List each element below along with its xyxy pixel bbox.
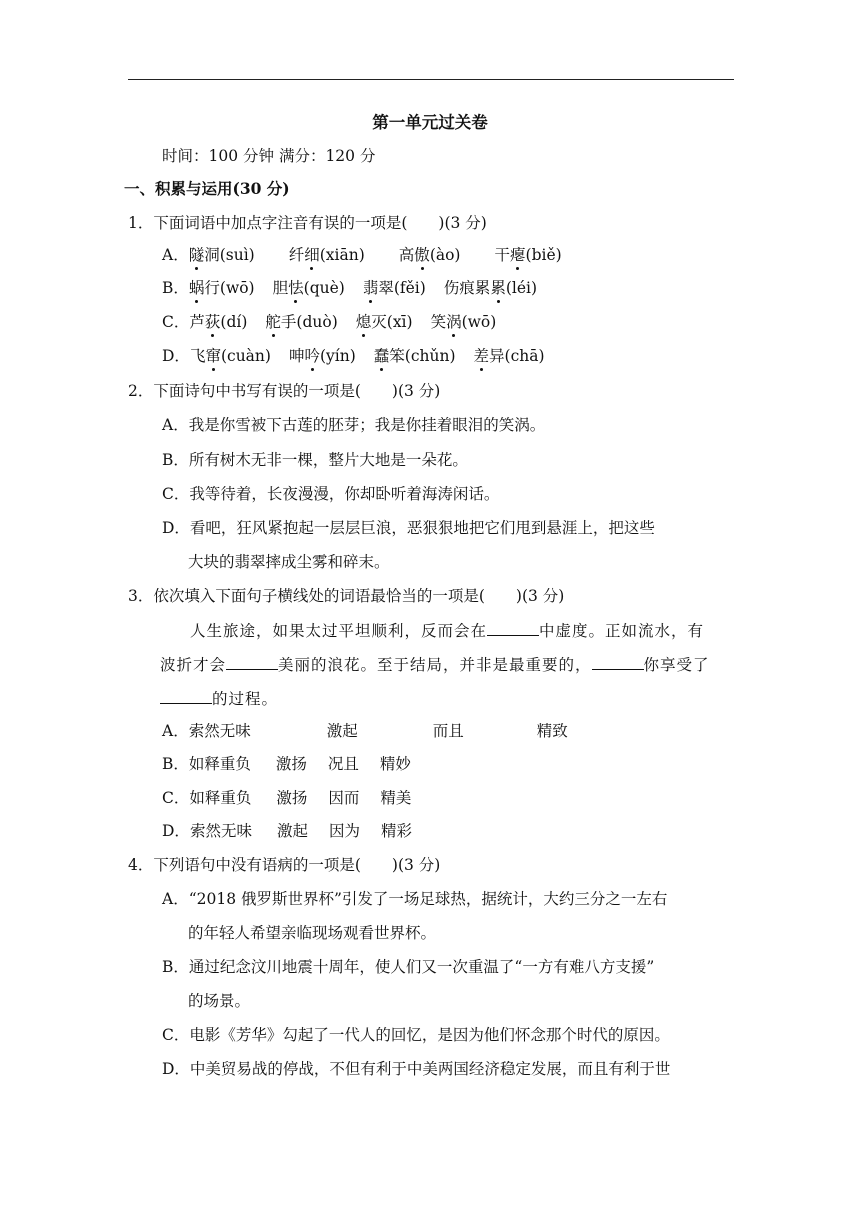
fill-blank xyxy=(592,655,644,670)
option-word: 精彩 xyxy=(380,822,412,840)
option-word: 差异(chā) xyxy=(473,347,545,365)
question-2-option-b: B．所有树木无非一棵，整片大地是一朵花。 xyxy=(162,451,468,469)
fill-blank xyxy=(160,689,212,704)
option-word: 索然无味 xyxy=(189,822,252,840)
option-word: 精美 xyxy=(380,789,412,807)
question-1-stem: 1．下面词语中加点字注音有误的一项是( )(3 分) xyxy=(128,214,487,232)
option-word: 况且 xyxy=(327,755,359,773)
passage-text: 的过程。 xyxy=(212,690,279,708)
option-label: C． xyxy=(162,789,190,807)
option-word: 飞窜(cuàn) xyxy=(189,347,271,365)
question-2-option-d-cont: 大块的翡翠摔成尘雾和碎末。 xyxy=(188,553,390,571)
question-2-stem: 2．下面诗句中书写有误的一项是( )(3 分) xyxy=(128,382,441,400)
question-2-option-c: C．我等待着，长夜漫漫，你却卧听着海涛闲话。 xyxy=(162,485,500,503)
question-3-option-b xyxy=(162,753,411,775)
option-label: C． xyxy=(162,313,190,331)
option-word: 笑涡(wō) xyxy=(430,313,497,331)
question-4-option-b-cont: 的场景。 xyxy=(188,992,251,1010)
question-1-option-c xyxy=(162,311,514,333)
question-4-option-d: D．中美贸易战的停战，不但有利于中美两国经济稳定发展，而且有利于世 xyxy=(162,1060,671,1078)
emphasis-dot-char: 涡 xyxy=(446,313,462,331)
question-4-option-a: A．“2018 俄罗斯世界杯”引发了一场足球热，据统计，大约三分之一左右 xyxy=(162,890,668,908)
question-3-option-a xyxy=(162,720,568,742)
emphasis-dot-char: 荻 xyxy=(204,313,221,331)
question-3-passage-line-1 xyxy=(190,620,704,642)
option-label: B． xyxy=(162,755,189,773)
question-3-option-c xyxy=(162,787,411,809)
option-word: 精妙 xyxy=(379,755,411,773)
option-word: 呻吟(yín) xyxy=(288,347,356,365)
question-4-option-c: C．电影《芳华》勾起了一代人的回忆，是因为他们怀念那个时代的原因。 xyxy=(162,1026,670,1044)
question-3-passage-line-2 xyxy=(160,654,710,676)
question-1-option-a xyxy=(162,244,596,266)
emphasis-dot-char: 翡 xyxy=(362,279,379,297)
option-word: 干瘪(biě) xyxy=(494,246,562,264)
option-word: 因而 xyxy=(328,789,360,807)
passage-text: 你享受了 xyxy=(643,656,710,674)
option-word: 索然无味 xyxy=(188,722,251,740)
option-label: D． xyxy=(162,822,190,840)
question-4-option-b: B．通过纪念汶川地震十周年，使人们又一次重温了“一方有难八方支援” xyxy=(162,958,655,976)
option-word: 蜗行(wō) xyxy=(188,279,255,297)
section-heading: 一、积累与运用(30 分) xyxy=(124,179,290,198)
option-word: 翡翠(fěi) xyxy=(362,279,426,297)
emphasis-dot-char: 怯 xyxy=(288,279,304,297)
option-word: 蠢笨(chǔn) xyxy=(373,347,456,365)
question-2-option-d: D．看吧，狂风紧抱起一层层巨浪，恶狠狠地把它们甩到悬涯上，把这些 xyxy=(162,519,655,537)
emphasis-dot-char: 舵 xyxy=(265,313,281,331)
page-title: 第一单元过关卷 xyxy=(372,113,488,132)
emphasis-dot-char: 蠢 xyxy=(373,347,390,365)
option-word: 如释重负 xyxy=(188,755,251,773)
passage-text: 波折才会 xyxy=(160,656,227,674)
option-word: 高傲(ào) xyxy=(398,246,461,264)
option-word: 激起 xyxy=(326,722,358,740)
option-word: 精致 xyxy=(536,722,568,740)
option-word: 纤细(xiān) xyxy=(288,246,365,264)
option-word: 熄灭(xī) xyxy=(355,313,413,331)
option-word: 芦荻(dí) xyxy=(189,313,248,331)
option-label: B． xyxy=(162,279,189,297)
option-word: 舵手(duò) xyxy=(265,313,338,331)
option-word: 隧洞(suì) xyxy=(188,246,255,264)
emphasis-dot-char: 蜗 xyxy=(188,279,205,297)
question-3-option-d xyxy=(162,820,412,842)
emphasis-dot-char: 隧 xyxy=(188,246,205,264)
question-3-passage-line-3 xyxy=(160,688,278,710)
top-rule xyxy=(128,79,734,80)
option-word: 胆怯(què) xyxy=(272,279,345,297)
question-1-option-b xyxy=(162,277,555,299)
emphasis-dot-char: 细 xyxy=(304,246,320,264)
option-word: 如释重负 xyxy=(189,789,252,807)
passage-text: 中虚度。正如流水，有 xyxy=(539,622,705,640)
option-word: 激扬 xyxy=(276,789,308,807)
question-2-option-a: A．我是你雪被下古莲的胚芽；我是你挂着眼泪的笑涡。 xyxy=(162,416,546,434)
fill-blank xyxy=(487,621,539,636)
exam-meta: 时间：100 分钟 满分：120 分 xyxy=(162,147,376,165)
fill-blank xyxy=(226,655,278,670)
emphasis-dot-char: 吟 xyxy=(304,347,320,365)
emphasis-dot-char: 窜 xyxy=(205,347,221,365)
option-label: A． xyxy=(162,246,189,264)
emphasis-dot-char: 累 xyxy=(490,279,506,297)
emphasis-dot-char: 熄 xyxy=(355,313,372,331)
option-label: A． xyxy=(162,722,189,740)
option-word: 激扬 xyxy=(275,755,307,773)
option-word: 而且 xyxy=(432,722,464,740)
option-word: 激起 xyxy=(276,822,308,840)
question-4-stem: 4．下列语句中没有语病的一项是( )(3 分) xyxy=(128,856,441,874)
question-1-option-d xyxy=(162,345,563,367)
emphasis-dot-char: 差 xyxy=(473,347,490,365)
question-3-stem: 3．依次填入下面句子横线处的词语最恰当的一项是( )(3 分) xyxy=(128,587,565,605)
question-4-option-a-cont: 的年轻人希望亲临现场观看世界杯。 xyxy=(188,924,437,942)
passage-text: 人生旅途，如果太过平坦顺利，反而会在 xyxy=(190,622,488,640)
option-label: D． xyxy=(162,347,190,365)
emphasis-dot-char: 瘪 xyxy=(510,246,526,264)
option-word: 因为 xyxy=(328,822,360,840)
passage-text: 美丽的浪花。至于结局，并非是最重要的， xyxy=(278,656,592,674)
emphasis-dot-char: 傲 xyxy=(414,246,430,264)
option-word: 伤痕累累(léi) xyxy=(443,279,538,297)
